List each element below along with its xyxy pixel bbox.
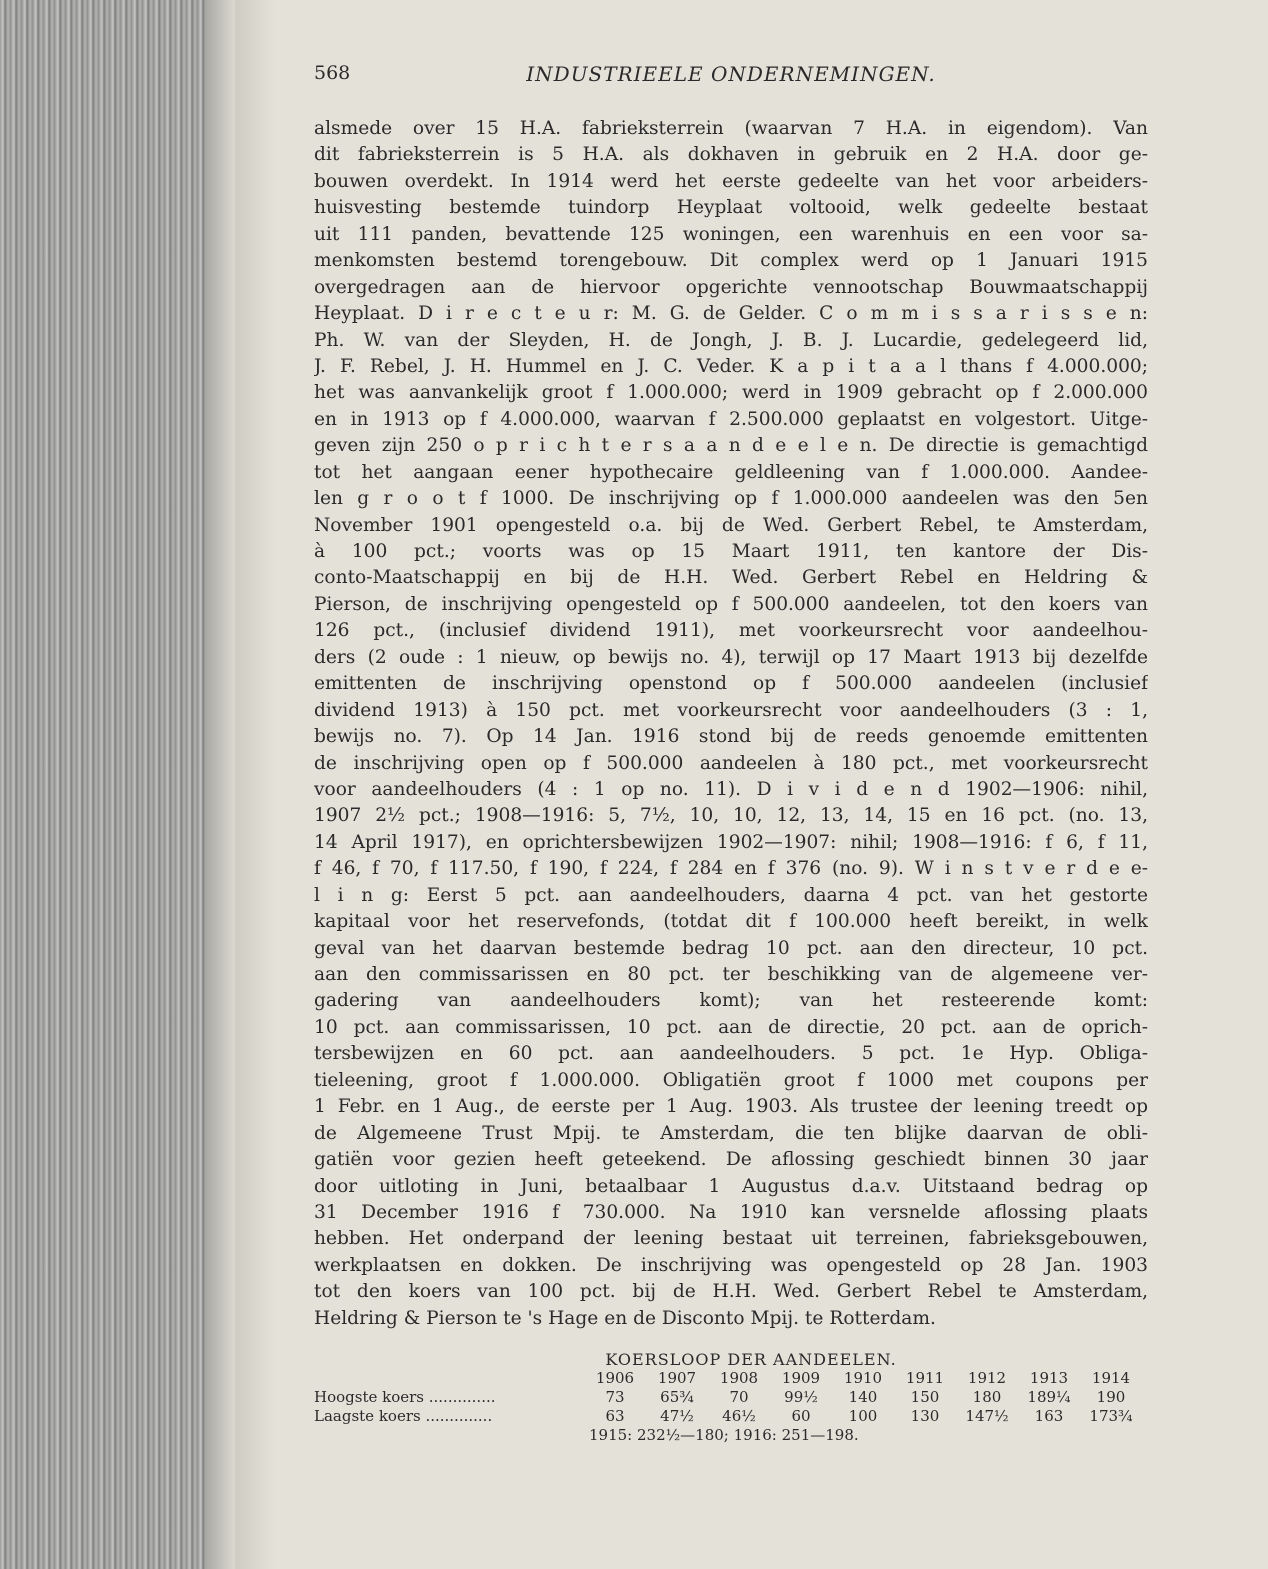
- text-line: Heyplaat. D i r e c t e u r: M. G. de Gelder. C o m m i s s a r i s s e n:: [314, 303, 1148, 325]
- year-header: 1914: [1091, 1369, 1131, 1387]
- page-header: [314, 62, 1148, 88]
- text-line: l i n g: Eerst 5 pct. aan aandeelhouders, daarna 4 pct. van het gestorte: [314, 884, 1148, 906]
- year-header: 1913: [1029, 1369, 1069, 1387]
- text-line: f 46, f 70, f 117.50, f 190, f 224, f 284 en f 376 (no. 9). W i n s t v e r d e e-: [314, 858, 1148, 880]
- table-cell: 130: [910, 1407, 940, 1425]
- text-line: len g r o o t f 1000. De inschrijving op f 1.000.000 aandeelen was den 5en: [314, 488, 1148, 510]
- table-cell: 47½: [660, 1407, 694, 1425]
- text-line: Ph. W. van der Sleyden, H. de Jongh, J. B. J. Lucardie, gedelegeerd lid,: [314, 329, 1148, 351]
- year-header: 1911: [905, 1369, 945, 1387]
- year-header: 1909: [781, 1369, 821, 1387]
- text-line: door uitloting in Juni, betaalbaar 1 Augustus d.a.v. Uitstaand bedrag op: [314, 1175, 1148, 1197]
- table-cell: 60: [791, 1407, 811, 1425]
- text-line: à 100 pct.; voorts was op 15 Maart 1911, ten kantore der Dis-: [314, 541, 1148, 562]
- text-line: 1 Febr. en 1 Aug., de eerste per 1 Aug. 1903. Als trustee der leening treedt op: [314, 1096, 1148, 1118]
- text-line: geven zijn 250 o p r i c h t e r s a a n d e e l e n. De directie is gemachtigd: [314, 435, 1148, 457]
- text-line: conto-Maatschappij en bij de H.H. Wed. Gerbert Rebel en Heldring &: [314, 567, 1148, 589]
- year-header: 1907: [657, 1369, 697, 1387]
- text-line: 126 pct., (inclusief dividend 1911), met voorkeursrecht voor aandeelhou-: [314, 620, 1148, 642]
- table-cell: 150: [910, 1388, 940, 1406]
- text-line: geval van het daarvan bestemde bedrag 10 pct. aan den directeur, 10 pct.: [314, 937, 1148, 959]
- row-label: Laagste koers ..............: [314, 1407, 493, 1425]
- year-header: 1910: [843, 1369, 883, 1387]
- text-line: Heldring & Pierson te 's Hage en de Disconto Mpij. te Rotterdam.: [314, 1307, 936, 1329]
- text-line: tersbewijzen en 60 pct. aan aandeelhouders. 5 pct. 1e Hyp. Obliga-: [314, 1043, 1148, 1065]
- table-header-row: [314, 1369, 1148, 1388]
- text-line: tieleening, groot f 1.000.000. Obligatiën groot f 1000 met coupons per: [314, 1069, 1148, 1091]
- text-line: Pierson, de inschrijving opengesteld op f 500.000 aandeelen, tot den koers van: [314, 593, 1148, 615]
- table-cell: 190: [1096, 1388, 1126, 1406]
- table-cell: 163: [1034, 1407, 1064, 1425]
- text-line: dividend 1913) à 150 pct. met voorkeursrecht voor aandeelhouders (3 : 1,: [314, 699, 1148, 721]
- table-cell: 99½: [784, 1388, 818, 1406]
- text-line: 1907 2½ pct.; 1908—1916: 5, 7½, 10, 10, 12, 13, 14, 15 en 16 pct. (no. 13,: [314, 805, 1148, 827]
- text-line: aan den commissarissen en 80 pct. ter beschikking van de algemeene ver-: [314, 964, 1148, 985]
- page-number: 568: [314, 62, 351, 84]
- text-line: het was aanvankelijk groot f 1.000.000; werd in 1909 gebracht op f 2.000.000: [314, 382, 1148, 404]
- text-line: gatiën voor gezien heeft geteekend. De aflossing geschiedt binnen 30 jaar: [314, 1149, 1148, 1171]
- text-line: hebben. Het onderpand der leening bestaat uit terreinen, fabrieksgebouwen,: [314, 1228, 1148, 1250]
- table-row: [314, 1407, 1148, 1426]
- text-line: huisvesting bestemde tuindorp Heyplaat voltooid, welk gedeelte bestaat: [314, 197, 1148, 219]
- table-cell: 140: [848, 1388, 878, 1406]
- book-gutter: [235, 0, 275, 1569]
- table-cell: 65¾: [660, 1388, 694, 1406]
- table-title: KOERSLOOP DER AANDEELEN.: [605, 1350, 897, 1369]
- table-cell: 46½: [722, 1407, 756, 1425]
- running-title: INDUSTRIEELE ONDERNEMINGEN.: [526, 62, 936, 86]
- text-line: emittenten de inschrijving openstond op f 500.000 aandeelen (inclusief: [314, 673, 1148, 695]
- table-footnote: 1915: 232½—180; 1916: 251—198.: [589, 1426, 859, 1444]
- table-cell: 180: [972, 1388, 1002, 1406]
- table-cell: 173¾: [1089, 1407, 1133, 1425]
- text-line: November 1901 opengesteld o.a. bij de Wed. Gerbert Rebel, te Amsterdam,: [314, 514, 1148, 536]
- text-line: alsmede over 15 H.A. fabrieksterrein (waarvan 7 H.A. in eigendom). Van: [314, 118, 1148, 139]
- text-line: tot den koers van 100 pct. bij de H.H. Wed. Gerbert Rebel te Amsterdam,: [314, 1281, 1148, 1303]
- body-text: [314, 116, 1148, 1332]
- year-header: 1908: [719, 1369, 759, 1387]
- row-label: Hoogste koers ..............: [314, 1388, 496, 1406]
- text-line: bouwen overdekt. In 1914 werd het eerste gedeelte van het voor arbeiders-: [314, 170, 1148, 192]
- text-line: uit 111 panden, bevattende 125 woningen, een warenhuis en een voor sa-: [314, 223, 1148, 245]
- text-line: de Algemeene Trust Mpij. te Amsterdam, die ten blijke daarvan de obli-: [314, 1122, 1148, 1144]
- year-header: 1912: [967, 1369, 1007, 1387]
- text-line: tot het aangaan eener hypothecaire geldleening van f 1.000.000. Aandee-: [314, 461, 1148, 483]
- text-line: kapitaal voor het reservefonds, (totdat dit f 100.000 heeft bereikt, in welk: [314, 911, 1148, 933]
- text-line: gadering van aandeelhouders komt); van het resteerende komt:: [314, 990, 1148, 1012]
- table-cell: 63: [605, 1407, 625, 1425]
- text-line: 31 December 1916 f 730.000. Na 1910 kan versnelde aflossing plaats: [314, 1201, 1148, 1223]
- text-line: 10 pct. aan commissarissen, 10 pct. aan de directie, 20 pct. aan de oprich-: [314, 1016, 1148, 1038]
- year-header: 1906: [595, 1369, 635, 1387]
- text-line: de inschrijving open op f 500.000 aandeelen à 180 pct., met voorkeursrecht: [314, 752, 1148, 774]
- text-line: menkomsten bestemd torengebouw. Dit complex werd op 1 Januari 1915: [314, 250, 1148, 272]
- page-edges: [0, 0, 235, 1569]
- table-cell: 147½: [965, 1407, 1009, 1425]
- text-line: ders (2 oude : 1 nieuw, op bewijs no. 4), terwijl op 17 Maart 1913 bij dezelfde: [314, 646, 1148, 668]
- table-cell: 70: [729, 1388, 749, 1406]
- table-cell: 189¼: [1027, 1388, 1071, 1406]
- text-line: voor aandeelhouders (4 : 1 op no. 11). D i v i d e n d 1902—1906: nihil,: [314, 778, 1148, 800]
- text-line: bewijs no. 7). Op 14 Jan. 1916 stond bij de reeds genoemde emittenten: [314, 726, 1148, 748]
- text-line: dit fabrieksterrein is 5 H.A. als dokhaven in gebruik en 2 H.A. door ge-: [314, 144, 1148, 166]
- text-line: en in 1913 op f 4.000.000, waarvan f 2.500.000 geplaatst en volgestort. Uitge-: [314, 408, 1148, 430]
- table-cell: 73: [605, 1388, 625, 1406]
- table-row: [314, 1388, 1148, 1407]
- text-line: overgedragen aan de hiervoor opgerichte vennootschap Bouwmaatschappij: [314, 276, 1148, 298]
- table-cell: 100: [848, 1407, 878, 1425]
- price-table: [314, 1350, 1148, 1444]
- text-line: 14 April 1917), en oprichtersbewijzen 1902—1907: nihil; 1908—1916: f 6, f 11,: [314, 831, 1148, 853]
- text-line: J. F. Rebel, J. H. Hummel en J. C. Veder. K a p i t a a l thans f 4.000.000;: [314, 355, 1148, 377]
- text-line: werkplaatsen en dokken. De inschrijving was opengesteld op 28 Jan. 1903: [314, 1254, 1148, 1276]
